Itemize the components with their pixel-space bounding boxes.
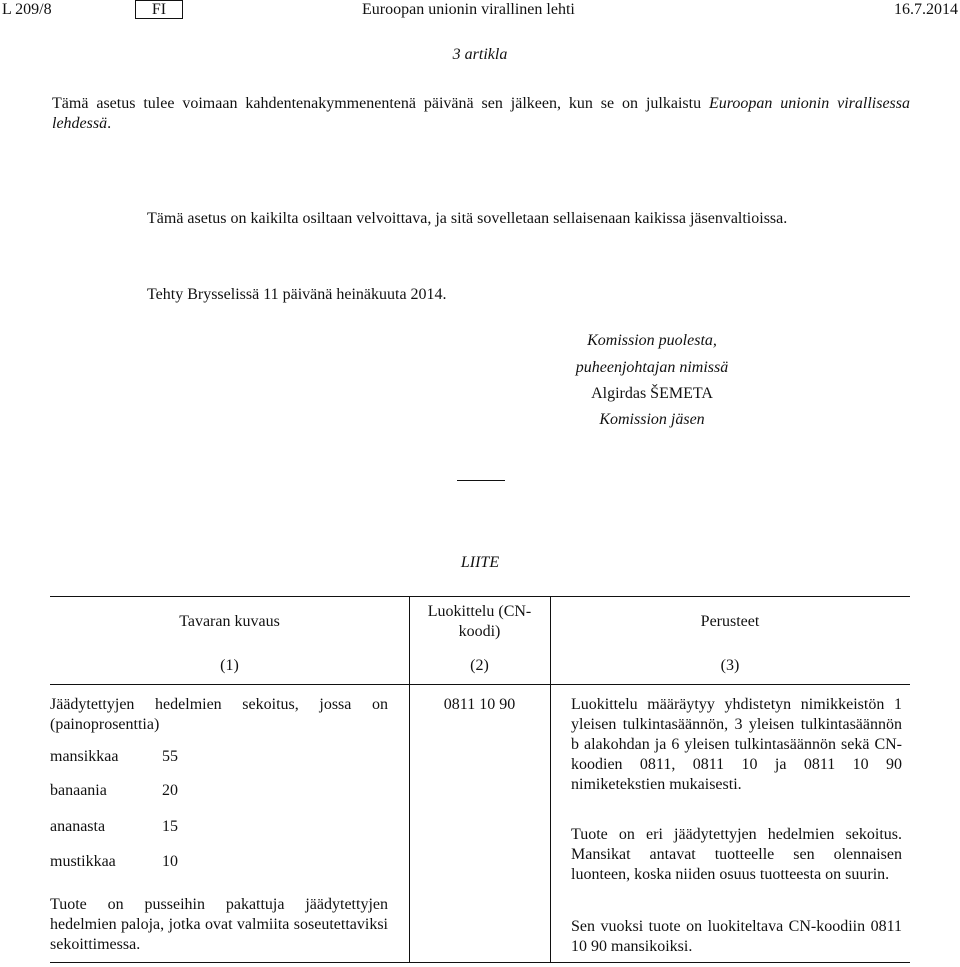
signature-on-behalf: puheenjohtajan nimissä: [575, 359, 729, 376]
article-heading: 3 artikla: [452, 46, 508, 63]
composition-item-value: 55: [162, 748, 178, 765]
language-code-box: FI: [135, 0, 183, 19]
column-header-classification-text: Luokittelu (CN-koodi): [427, 603, 532, 640]
page-number: L 209/8: [2, 1, 52, 18]
signatory-name: Algirdas ŠEMETA: [591, 385, 713, 402]
column-header-classification: [409, 602, 550, 642]
classification-reason: Luokittelu määräytyy yhdistetyn nimikkeistön 1 yleisen tulkintasäännön, 3 yleisen tulkintasäännön b alakohdan ja 6 yleisen tulkintasäännön sekä CN-koodien 0811, 0811 10 ja 0811 10 90 nimiketekstien mukaisesti.: [571, 696, 902, 793]
done-at-line: Tehty Brysselissä 11 päivänä heinäkuuta 2014.: [147, 286, 447, 303]
separator-line: [457, 480, 505, 481]
composition-item-value: 20: [162, 782, 178, 799]
column-header-description: Tavaran kuvaus: [179, 613, 280, 630]
publication-date: 16.7.2014: [894, 1, 958, 18]
classification-reason: Sen vuoksi tuote on luokiteltava CN-koodiin 0811 10 90 mansikoiksi.: [571, 918, 902, 955]
column-number: (1): [220, 657, 239, 674]
column-header-reasons: Perusteet: [700, 613, 760, 630]
table-column-divider: [409, 596, 410, 962]
cn-code: 0811 10 90: [443, 696, 516, 713]
journal-name-italic: Euroopan unionin virallisessa lehdessä: [52, 95, 910, 132]
composition-item-name: mansikkaa: [50, 748, 119, 765]
column-number: (2): [470, 657, 489, 674]
composition-item-name: ananasta: [50, 818, 106, 835]
signature-for-commission: Komission puolesta,: [587, 332, 717, 349]
table-top-border: [50, 596, 910, 597]
product-description-intro: Jäädytettyjen hedelmien sekoitus, jossa on (painoprosenttia): [50, 696, 388, 733]
signatory-role: Komission jäsen: [599, 411, 705, 428]
classification-reason: Tuote on eri jäädytettyjen hedelmien sekoitus. Mansikat antavat tuotteelle sen olennaisen luonteen, koska niiden osuus tuotteesta on suurin.: [571, 826, 902, 883]
composition-item-value: 15: [162, 818, 178, 835]
journal-title: Euroopan unionin virallinen lehti: [362, 1, 575, 18]
product-description-outro: Tuote on pusseihin pakattuja jäädytettyjen hedelmien paloja, jotka ovat valmiita soseutettaviksi sekoittimessa.: [50, 896, 388, 953]
paragraph-text: Tämä asetus tulee voimaan kahdentenakymmenentenä päivänä sen jälkeen, kun se on julkaistu: [52, 95, 709, 112]
article-paragraph-entry-into-force: [52, 94, 910, 134]
column-number: (3): [720, 657, 740, 674]
composition-item-name: banaania: [50, 782, 107, 799]
composition-item-name: mustikkaa: [50, 853, 116, 870]
table-column-divider: [550, 596, 551, 962]
table-header-border: [50, 684, 910, 685]
composition-item-value: 10: [162, 853, 178, 870]
table-bottom-border: [50, 962, 910, 963]
annex-title: LIITE: [460, 554, 500, 571]
paragraph-end: .: [107, 115, 112, 132]
binding-statement: Tämä asetus on kaikilta osiltaan velvoittava, ja sitä sovelletaan sellaisenaan kaikissa jäsenvaltioissa.: [147, 210, 788, 227]
